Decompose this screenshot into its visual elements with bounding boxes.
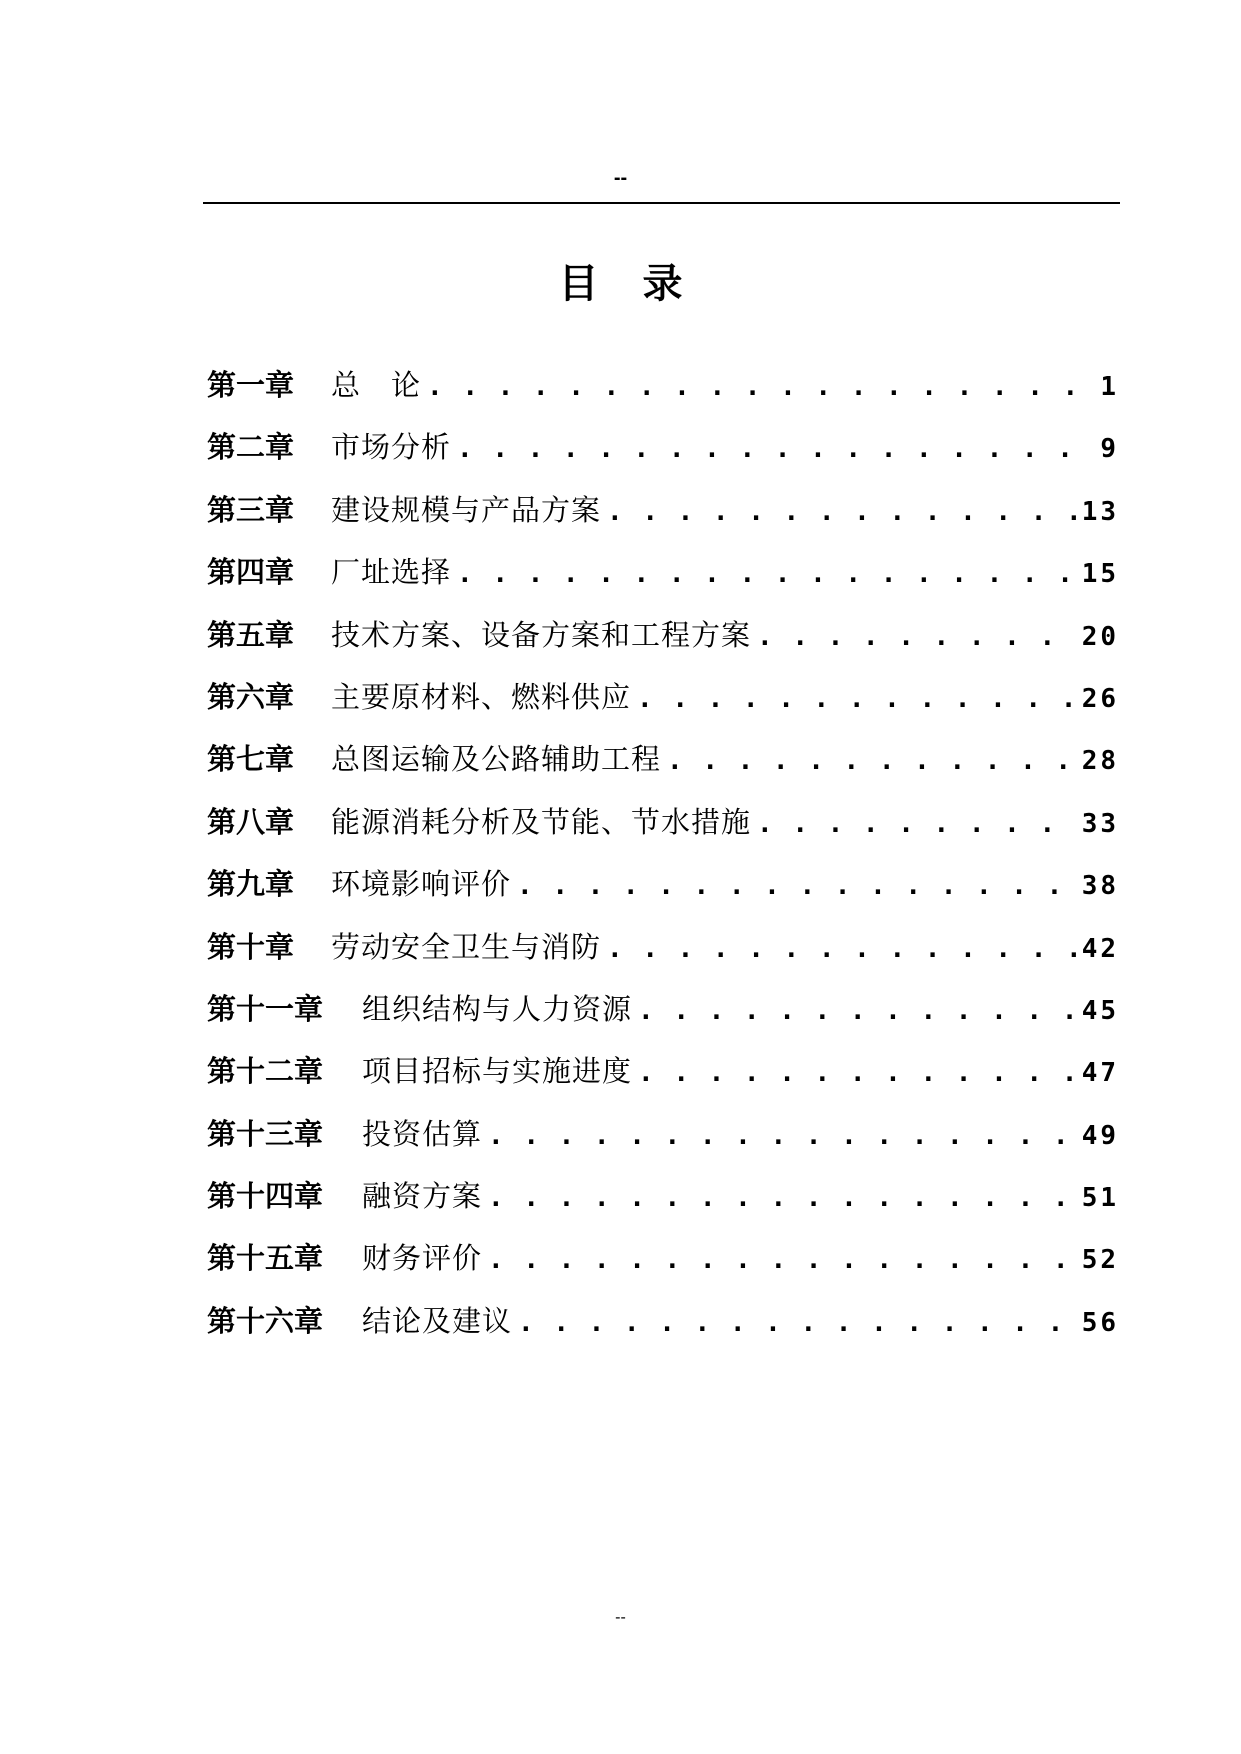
toc-dot-leader	[518, 1303, 1076, 1343]
toc-entry[interactable]	[207, 1301, 1119, 1363]
toc-chapter-label: 第四章	[207, 555, 295, 590]
header-mark: --	[613, 167, 628, 189]
toc-list	[207, 365, 1119, 1363]
toc-dot-leader	[667, 741, 1076, 781]
toc-chapter-label: 第十六章	[207, 1303, 324, 1338]
toc-chapter-title: 主要原材料、燃料供应	[331, 679, 632, 714]
toc-chapter-title: 劳动安全卫生与消防	[331, 929, 602, 964]
toc-chapter-label: 第十章	[207, 929, 295, 964]
toc-chapter-label: 第二章	[207, 430, 295, 465]
toc-page-number: 51	[1081, 1183, 1119, 1214]
toc-chapter-label: 第九章	[207, 867, 295, 902]
toc-chapter-title: 技术方案、设备方案和工程方案	[331, 617, 752, 652]
toc-chapter-title: 总 论	[331, 368, 422, 402]
toc-page-number: 42	[1081, 933, 1119, 964]
toc-entry[interactable]	[207, 864, 1119, 926]
toc-entry[interactable]	[207, 490, 1119, 552]
toc-page-number: 33	[1081, 808, 1119, 839]
toc-dot-leader	[457, 554, 1076, 594]
toc-chapter-label: 第六章	[207, 679, 295, 714]
toc-entry[interactable]	[207, 1176, 1119, 1238]
toc-chapter-title: 项目招标与实施进度	[362, 1054, 633, 1089]
header-rule	[203, 202, 1120, 204]
toc-dot-leader	[757, 804, 1076, 844]
toc-entry[interactable]	[207, 1238, 1119, 1300]
toc-page-number: 45	[1081, 995, 1119, 1026]
toc-chapter-label: 第一章	[207, 368, 295, 402]
toc-page-number: 47	[1081, 1058, 1119, 1089]
toc-dot-leader	[638, 991, 1076, 1031]
toc-page-number: 1	[1100, 372, 1119, 402]
toc-dot-leader	[607, 929, 1076, 969]
toc-chapter-title: 结论及建议	[362, 1303, 513, 1338]
toc-entry[interactable]	[207, 552, 1119, 614]
footer-mark: --	[615, 1609, 626, 1626]
toc-entry[interactable]	[207, 739, 1119, 801]
toc-page-number: 52	[1081, 1245, 1119, 1276]
toc-chapter-title: 市场分析	[331, 430, 452, 465]
toc-page-number: 26	[1081, 683, 1119, 714]
toc-dot-leader	[457, 429, 1094, 469]
toc-entry[interactable]	[207, 802, 1119, 864]
toc-chapter-label: 第五章	[207, 617, 295, 652]
toc-chapter-title: 融资方案	[362, 1179, 483, 1214]
toc-page-number: 56	[1081, 1307, 1119, 1338]
toc-chapter-title: 建设规模与产品方案	[331, 492, 602, 527]
toc-page-number: 15	[1081, 559, 1119, 590]
toc-dot-leader	[488, 1178, 1076, 1218]
toc-chapter-title: 财务评价	[362, 1241, 483, 1276]
toc-page-number: 20	[1081, 621, 1119, 652]
toc-chapter-label: 第十一章	[207, 991, 324, 1026]
toc-chapter-label: 第三章	[207, 492, 295, 527]
toc-chapter-title: 组织结构与人力资源	[362, 991, 633, 1026]
toc-dot-leader	[637, 679, 1076, 719]
toc-chapter-label: 第十二章	[207, 1054, 324, 1089]
toc-chapter-label: 第八章	[207, 804, 295, 839]
toc-dot-leader	[488, 1116, 1076, 1156]
toc-entry[interactable]	[207, 1051, 1119, 1113]
toc-entry[interactable]	[207, 427, 1119, 489]
toc-chapter-label: 第七章	[207, 742, 295, 777]
toc-chapter-label: 第十五章	[207, 1241, 324, 1276]
toc-chapter-title: 总图运输及公路辅助工程	[331, 742, 662, 777]
toc-dot-leader	[488, 1240, 1076, 1280]
toc-dot-leader	[607, 492, 1076, 532]
toc-chapter-label: 第十三章	[207, 1116, 324, 1151]
toc-entry[interactable]	[207, 1114, 1119, 1176]
toc-entry[interactable]	[207, 989, 1119, 1051]
toc-chapter-title: 投资估算	[362, 1116, 483, 1151]
toc-dot-leader	[427, 367, 1094, 407]
toc-dot-leader	[757, 617, 1076, 657]
toc-dot-leader	[638, 1053, 1076, 1093]
toc-title: 目录	[558, 260, 727, 307]
toc-page-number: 28	[1081, 746, 1119, 777]
toc-entry[interactable]	[207, 927, 1119, 989]
toc-chapter-title: 能源消耗分析及节能、节水措施	[331, 804, 752, 839]
toc-chapter-title: 环境影响评价	[331, 867, 512, 902]
toc-entry[interactable]	[207, 365, 1119, 427]
toc-page-number: 38	[1081, 871, 1119, 902]
toc-chapter-label: 第十四章	[207, 1179, 324, 1214]
toc-page-number: 13	[1081, 496, 1119, 527]
toc-entry[interactable]	[207, 615, 1119, 677]
toc-page-number: 9	[1100, 434, 1119, 465]
toc-page-number: 49	[1081, 1120, 1119, 1151]
toc-entry[interactable]	[207, 677, 1119, 739]
toc-dot-leader	[517, 866, 1076, 906]
toc-chapter-title: 厂址选择	[331, 555, 452, 590]
